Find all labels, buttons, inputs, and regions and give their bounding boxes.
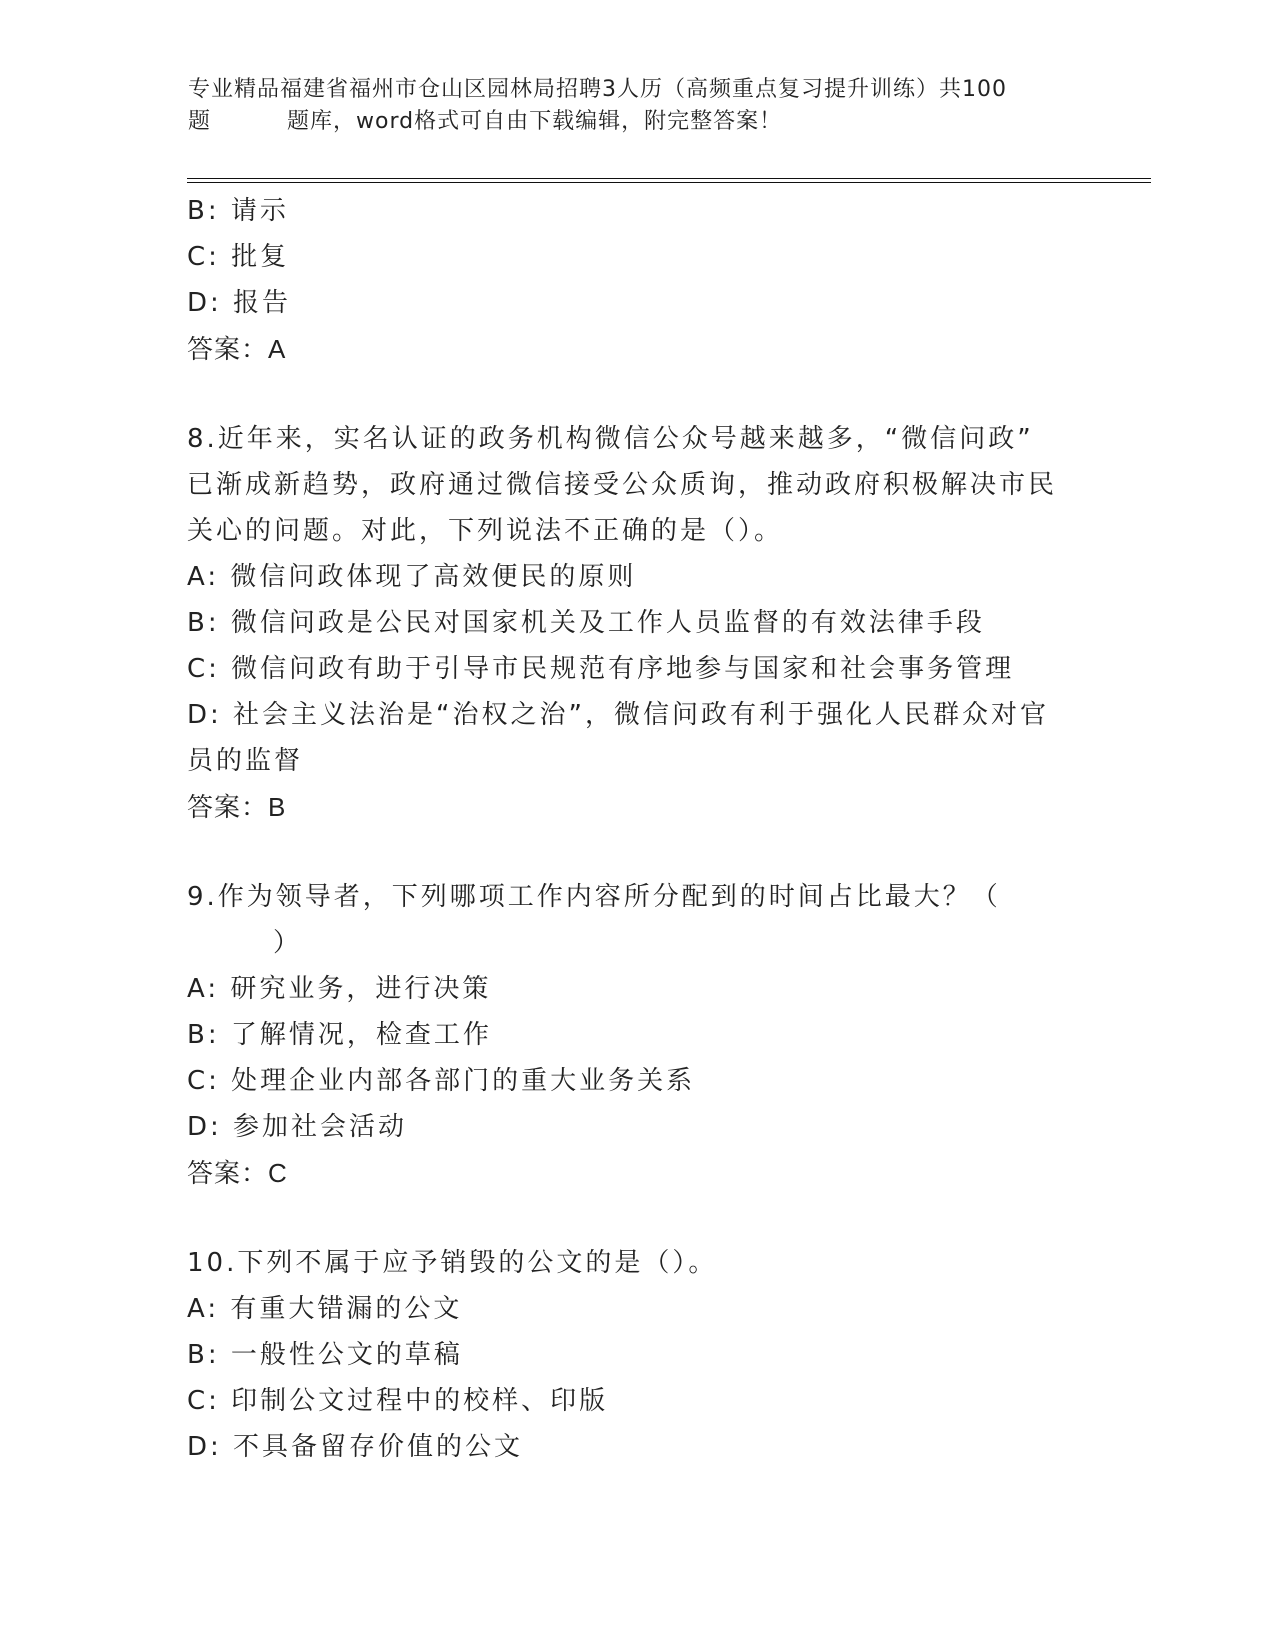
question-stem-line: 9.作为领导者，下列哪项工作内容所分配到的时间占比最大？（ xyxy=(187,882,1001,912)
question-10 xyxy=(187,1240,1067,1470)
option-b: B: 微信问政是公民对国家机关及工作人员监督的有效法律手段 xyxy=(187,608,985,638)
option-a: A: 有重大错漏的公文 xyxy=(187,1294,463,1324)
header-title-line-2-left: 题 xyxy=(188,109,212,134)
answer-line: 答案：C xyxy=(187,1158,288,1188)
question-stem-line: 已渐成新趋势，政府通过微信接受公众质询，推动政府积极解决市民 xyxy=(187,470,1058,500)
header-title-line-2-right: 题库，word格式可自由下载编辑，附完整答案！ xyxy=(287,109,783,134)
option-a: A: 微信问政体现了高效便民的原则 xyxy=(187,562,637,592)
option-b: B: 一般性公文的草稿 xyxy=(187,1340,463,1370)
question-8 xyxy=(187,416,1067,830)
header-title-line-1: 专业精品福建省福州市仓山区园林局招聘3人历（高频重点复习提升训练）共100 xyxy=(188,77,1007,102)
option-c: C: 批复 xyxy=(187,242,290,272)
option-d: D: 不具备留存价值的公文 xyxy=(187,1432,524,1462)
question-stem-line: 关心的问题。对此，下列说法不正确的是（）。 xyxy=(187,516,784,546)
header-divider-bottom xyxy=(187,182,1151,183)
option-d: D: 社会主义法治是“治权之治”，微信问政有利于强化人民群众对官 xyxy=(187,700,1049,730)
option-c: C: 处理企业内部各部门的重大业务关系 xyxy=(187,1066,696,1096)
option-d: D: 参加社会活动 xyxy=(187,1112,408,1142)
option-d-continuation: 员的监督 xyxy=(187,746,304,776)
header-divider-top xyxy=(187,178,1151,179)
question-7-tail xyxy=(187,188,1067,372)
header-title-line-2 xyxy=(188,106,1088,138)
question-stem-line: 8.近年来，实名认证的政务机构微信公众号越来越多，“微信问政” xyxy=(187,424,1034,454)
option-c: C: 印制公文过程中的校样、印版 xyxy=(187,1386,609,1416)
question-stem-line: ） xyxy=(273,928,303,958)
question-stem-line: 10.下列不属于应予销毁的公文的是（）。 xyxy=(187,1248,718,1278)
question-content xyxy=(187,188,1067,1470)
option-c: C: 微信问政有助于引导市民规范有序地参与国家和社会事务管理 xyxy=(187,654,1015,684)
option-b: B: 了解情况，检查工作 xyxy=(187,1020,492,1050)
question-9 xyxy=(187,874,1067,1196)
answer-line: 答案：B xyxy=(187,792,287,822)
option-a: A: 研究业务，进行决策 xyxy=(187,974,492,1004)
option-d: D: 报告 xyxy=(187,288,292,318)
option-b: B: 请示 xyxy=(187,196,289,226)
answer-line: 答案：A xyxy=(187,334,287,364)
page-header xyxy=(188,74,1088,138)
